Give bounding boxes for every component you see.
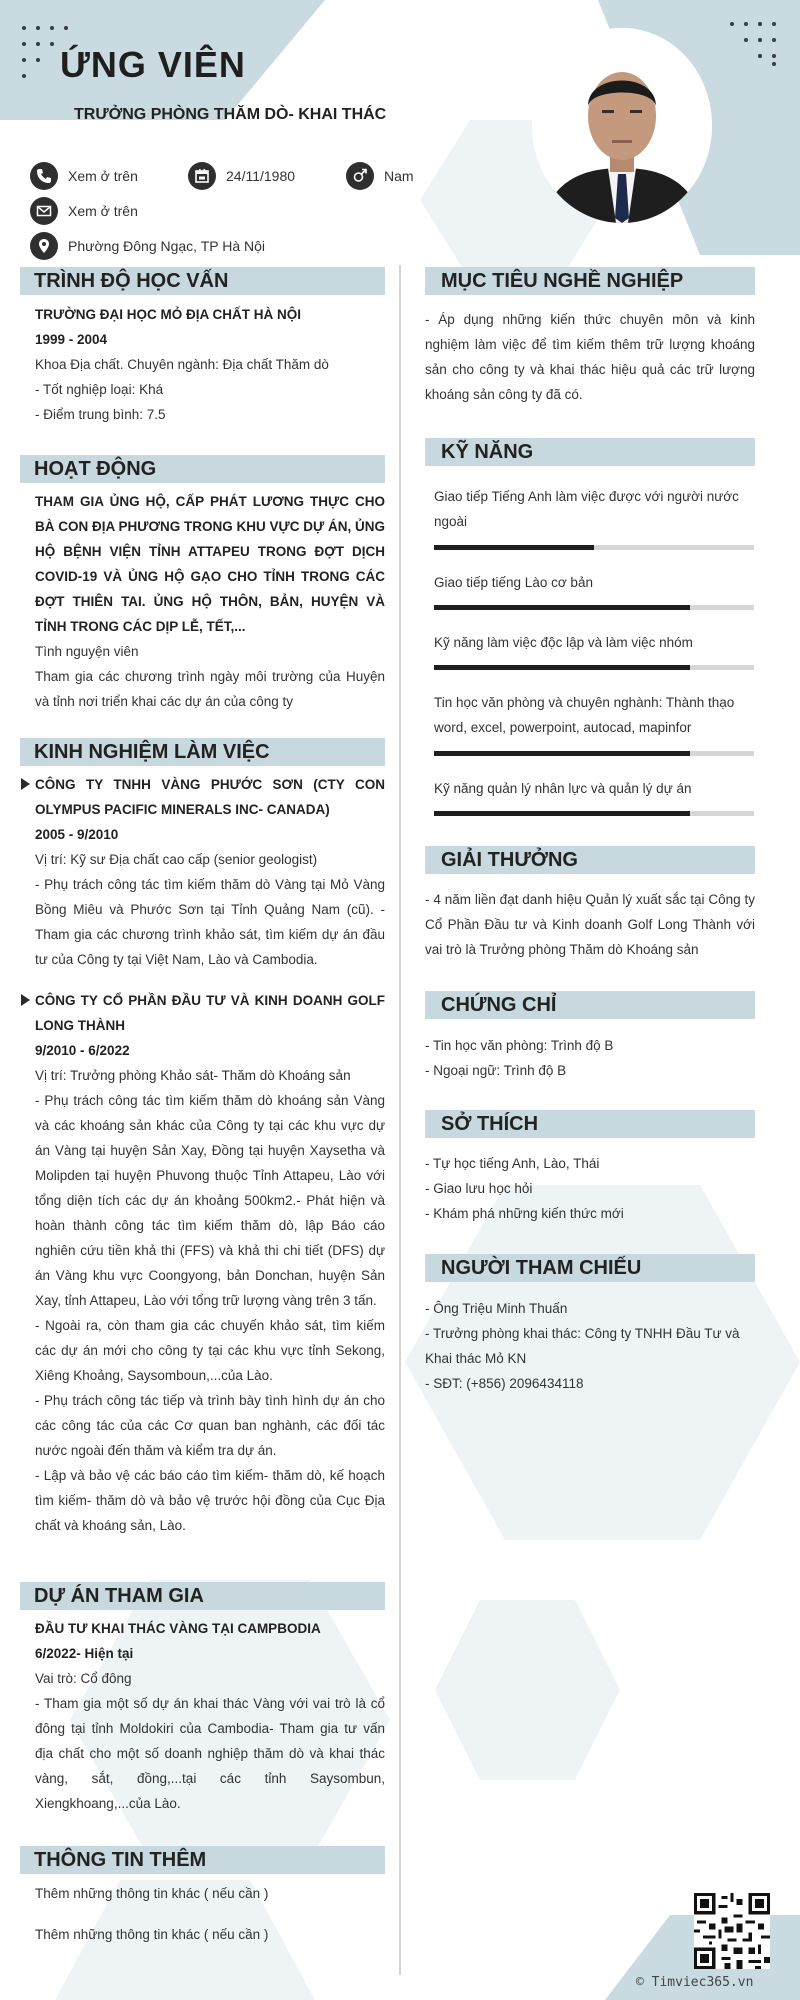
job-period: 9/2010 - 6/2022 xyxy=(35,1043,130,1058)
skill-bar-fill xyxy=(434,545,594,550)
phone-icon xyxy=(30,162,58,190)
job-desc: - Phụ trách công tác tìm kiếm thăm dò Vàng tại Mỏ Vàng Bồng Miêu và Phước Sơn tại Tỉnh Quảng Nam (cũ). - Tham gia các chương trình khảo sát, tìm kiếm dự án đầu tư của Công ty tại Việt Nam, Lào và Cambodia. xyxy=(35,877,385,967)
project-title: ĐẦU TƯ KHAI THÁC VÀNG TẠI CAMPBODIA xyxy=(35,1621,321,1636)
awards-heading: GIẢI THƯỞNG xyxy=(425,846,755,874)
extra-heading: THÔNG TIN THÊM xyxy=(20,1846,385,1874)
mail-icon xyxy=(30,197,58,225)
hobby-line: - Tự học tiếng Anh, Lào, Thái xyxy=(425,1156,600,1171)
job-role: Vị trí: Kỹ sư Địa chất cao cấp (senior geologist) xyxy=(35,852,318,867)
location-icon xyxy=(30,232,58,260)
skills-heading: KỸ NĂNG xyxy=(425,438,755,466)
skill-bar xyxy=(434,751,754,756)
education-school: TRƯỜNG ĐẠI HỌC MỎ ĐỊA CHẤT HÀ NỘI xyxy=(35,307,301,322)
hobby-line: - Khám phá những kiến thức mới xyxy=(425,1206,624,1221)
education-heading: TRÌNH ĐỘ HỌC VẤN xyxy=(20,267,385,295)
education-line: - Tốt nghiệp loại: Khá xyxy=(35,382,164,397)
column-divider xyxy=(399,265,401,1975)
activities-heading: HOẠT ĐỘNG xyxy=(20,455,385,483)
job-bullet-icon xyxy=(21,778,30,790)
birthday-value: 24/11/1980 xyxy=(226,168,296,184)
email-value: Xem ở trên xyxy=(68,203,138,219)
calendar-icon xyxy=(188,162,216,190)
gender-icon xyxy=(346,162,374,190)
skill-label: Kỹ năng quản lý nhân lực và quản lý dự án xyxy=(434,781,692,796)
project-period: 6/2022- Hiện tại xyxy=(35,1646,134,1661)
education-block xyxy=(35,302,385,427)
hobbies-block xyxy=(425,1151,755,1226)
project-role: Vai trò: Cổ đông xyxy=(35,1671,132,1686)
candidate-name: ỨNG VIÊN xyxy=(60,44,246,85)
job-desc: - Phụ trách công tác tiếp và trình bày tình hình dự án cho các công tác của các Cơ quan ban nghành, các đối tác nước ngoài đến thăm và kiểm tra dự án. xyxy=(35,1393,385,1458)
skill-label: Tin học văn phòng và chuyên nghành: Thành thạo word, excel, powerpoint, autocad, mapinfor xyxy=(434,695,735,735)
skill-bar xyxy=(434,605,754,610)
skill-bar xyxy=(434,545,754,550)
address-value: Phường Đông Ngạc, TP Hà Nội xyxy=(68,238,266,254)
job-role: Vị trí: Trưởng phòng Khảo sát- Thăm dò Khoáng sản xyxy=(35,1068,351,1083)
objective-text: - Áp dụng những kiến thức chuyên môn và kinh nghiệm làm việc để tìm kiếm thêm trữ lượng khoáng sản cho công ty và khai thác hiệu quả các trữ lượng khoáng sản công ty đã có. xyxy=(425,312,755,402)
qr-code xyxy=(694,1893,770,1969)
job-2 xyxy=(35,988,385,1538)
education-period: 1999 - 2004 xyxy=(35,332,108,347)
experience-heading: KINH NGHIỆM LÀM VIỆC xyxy=(20,738,385,766)
certificate-line: - Ngoại ngữ: Trình độ B xyxy=(425,1063,567,1078)
education-line: Khoa Địa chất. Chuyên ngành: Địa chất Thăm dò xyxy=(35,357,329,372)
contact-address xyxy=(30,232,265,260)
activities-block xyxy=(35,489,385,714)
skill-bar-fill xyxy=(434,605,690,610)
references-block xyxy=(425,1296,755,1396)
skill-label: Kỹ năng làm việc độc lập và làm việc nhóm xyxy=(434,635,693,650)
certificates-heading: CHỨNG CHỈ xyxy=(425,991,755,1019)
extra-line: Thêm những thông tin khác ( nếu cần ) xyxy=(35,1927,269,1942)
job-1 xyxy=(35,772,385,972)
candidate-position: TRƯỞNG PHÒNG THĂM DÒ- KHAI THÁC xyxy=(74,106,387,123)
skill-label: Giao tiếp tiếng Lào cơ bản xyxy=(434,575,593,590)
job-bullet-icon xyxy=(21,994,30,1006)
job-desc: - Phụ trách công tác tìm kiếm thăm dò khoáng sản Vàng và các khoáng sản khác của Công ty tại các khu vực dự án Vàng tại huyện Sản Xay, Đồng tại huyện Xaysetha và Molipden tại huyện Phuvong thuộc Tỉnh Attapeu, Lào với tổng diện tích các dự án khoảng 500km2.- Phát hiện và hoàn thành công tác tìm kiếm thăm dò, lập Báo cáo nghiên cứu tiền khả thi (FFS) và khả thi chi tiết (DFS) dự án Vàng khu vực Coongyong, bản Donchan, huyện Sản Xay, tỉnh Attapeu, Lào với tổng trữ lượng vàng trên 3 tấn. xyxy=(35,1093,385,1308)
contact-birthday xyxy=(188,162,295,190)
job-company: CÔNG TY TNHH VÀNG PHƯỚC SƠN (CTY CON OLYMPUS PACIFIC MINERALS INC- CANADA) xyxy=(35,777,385,817)
skill-label: Giao tiếp Tiếng Anh làm việc được với người nước ngoài xyxy=(434,489,739,529)
education-line: - Điểm trung bình: 7.5 xyxy=(35,407,166,422)
skill-bar-fill xyxy=(434,751,690,756)
skill-bar xyxy=(434,665,754,670)
job-desc: - Ngoài ra, còn tham gia các chuyến khảo sát, tìm kiếm các dự án mới cho công ty tại các khu vực tỉnh Sekong, Xiêng Khoảng, Saysomboun,...của Lào. xyxy=(35,1318,385,1383)
phone-value: Xem ở trên xyxy=(68,168,138,184)
activities-role: Tình nguyện viên xyxy=(35,644,139,659)
footer-brand: © Timviec365.vn xyxy=(636,1975,754,1990)
projects-block xyxy=(35,1616,385,1816)
reference-line: - SĐT: (+856) 2096434118 xyxy=(425,1376,584,1391)
job-period: 2005 - 9/2010 xyxy=(35,827,119,842)
gender-value: Nam xyxy=(384,168,414,184)
projects-heading: DỰ ÁN THAM GIA xyxy=(20,1582,385,1610)
avatar xyxy=(532,28,712,223)
contact-gender xyxy=(346,162,414,190)
skill-bar-fill xyxy=(434,811,690,816)
activities-title: THAM GIA ỦNG HỘ, CẤP PHÁT LƯƠNG THỰC CHO BÀ CON ĐỊA PHƯƠNG TRONG KHU VỰC DỰ ÁN, ỦNG HỘ BỆNH VIỆN TỈNH ATTAPEU TRONG ĐỢT DỊCH COVID-19 VÀ ỦNG HỘ GẠO CHO TỈNH TRONG CÁC ĐỢT THIÊN TAI. ỦNG HỘ THÔN, BẢN, HUYỆN VÀ TỈNH TRONG CÁC DỊP LỄ, TẾT,... xyxy=(35,494,385,634)
hobbies-heading: SỞ THÍCH xyxy=(425,1110,755,1138)
references-heading: NGƯỜI THAM CHIẾU xyxy=(425,1254,755,1282)
certificate-line: - Tin học văn phòng: Trình độ B xyxy=(425,1038,614,1053)
contact-email xyxy=(30,197,138,225)
objective-heading: MỤC TIÊU NGHỀ NGHIỆP xyxy=(425,267,755,295)
job-desc: - Lập và bảo vệ các báo cáo tìm kiếm- thăm dò, kế hoạch tìm kiếm- thăm dò và bảo vệ trước hội đồng của Cục Địa chất và khoáng sản, Lào. xyxy=(35,1468,385,1533)
reference-line: - Trưởng phòng khai thác: Công ty TNHH Đầu Tư và Khai thác Mỏ KN xyxy=(425,1326,740,1366)
reference-line: - Ông Triệu Minh Thuấn xyxy=(425,1301,568,1316)
project-desc: - Tham gia một số dự án khai thác Vàng với vai trò là cổ đông tại tỉnh Moldokiri của Cambodia- Tham gia tư vấn địa chất cho một số doanh nghiệp thăm dò và khai thác vàng, sắt, đồng,...tại các tỉnh Saysombun, Xiengkhoang,...của Lào. xyxy=(35,1696,385,1811)
certificates-block xyxy=(425,1033,755,1083)
hobby-line: - Giao lưu học hỏi xyxy=(425,1181,533,1196)
job-company: CÔNG TY CỔ PHẦN ĐẦU TƯ VÀ KINH DOANH GOLF LONG THÀNH xyxy=(35,993,385,1033)
contact-phone xyxy=(30,162,138,190)
extra-line: Thêm những thông tin khác ( nếu cần ) xyxy=(35,1886,269,1901)
skill-bar xyxy=(434,811,754,816)
activities-desc: Tham gia các chương trình ngày môi trường của Huyện và tỉnh nơi triển khai các dự án của công ty xyxy=(35,669,385,709)
awards-text: - 4 năm liền đạt danh hiệu Quản lý xuất sắc tại Công ty Cổ Phần Đầu tư và Kinh doanh Golf Long Thành với vai trò là Trưởng phòng Thăm dò Khoáng sản xyxy=(425,892,755,957)
skill-bar-fill xyxy=(434,665,690,670)
